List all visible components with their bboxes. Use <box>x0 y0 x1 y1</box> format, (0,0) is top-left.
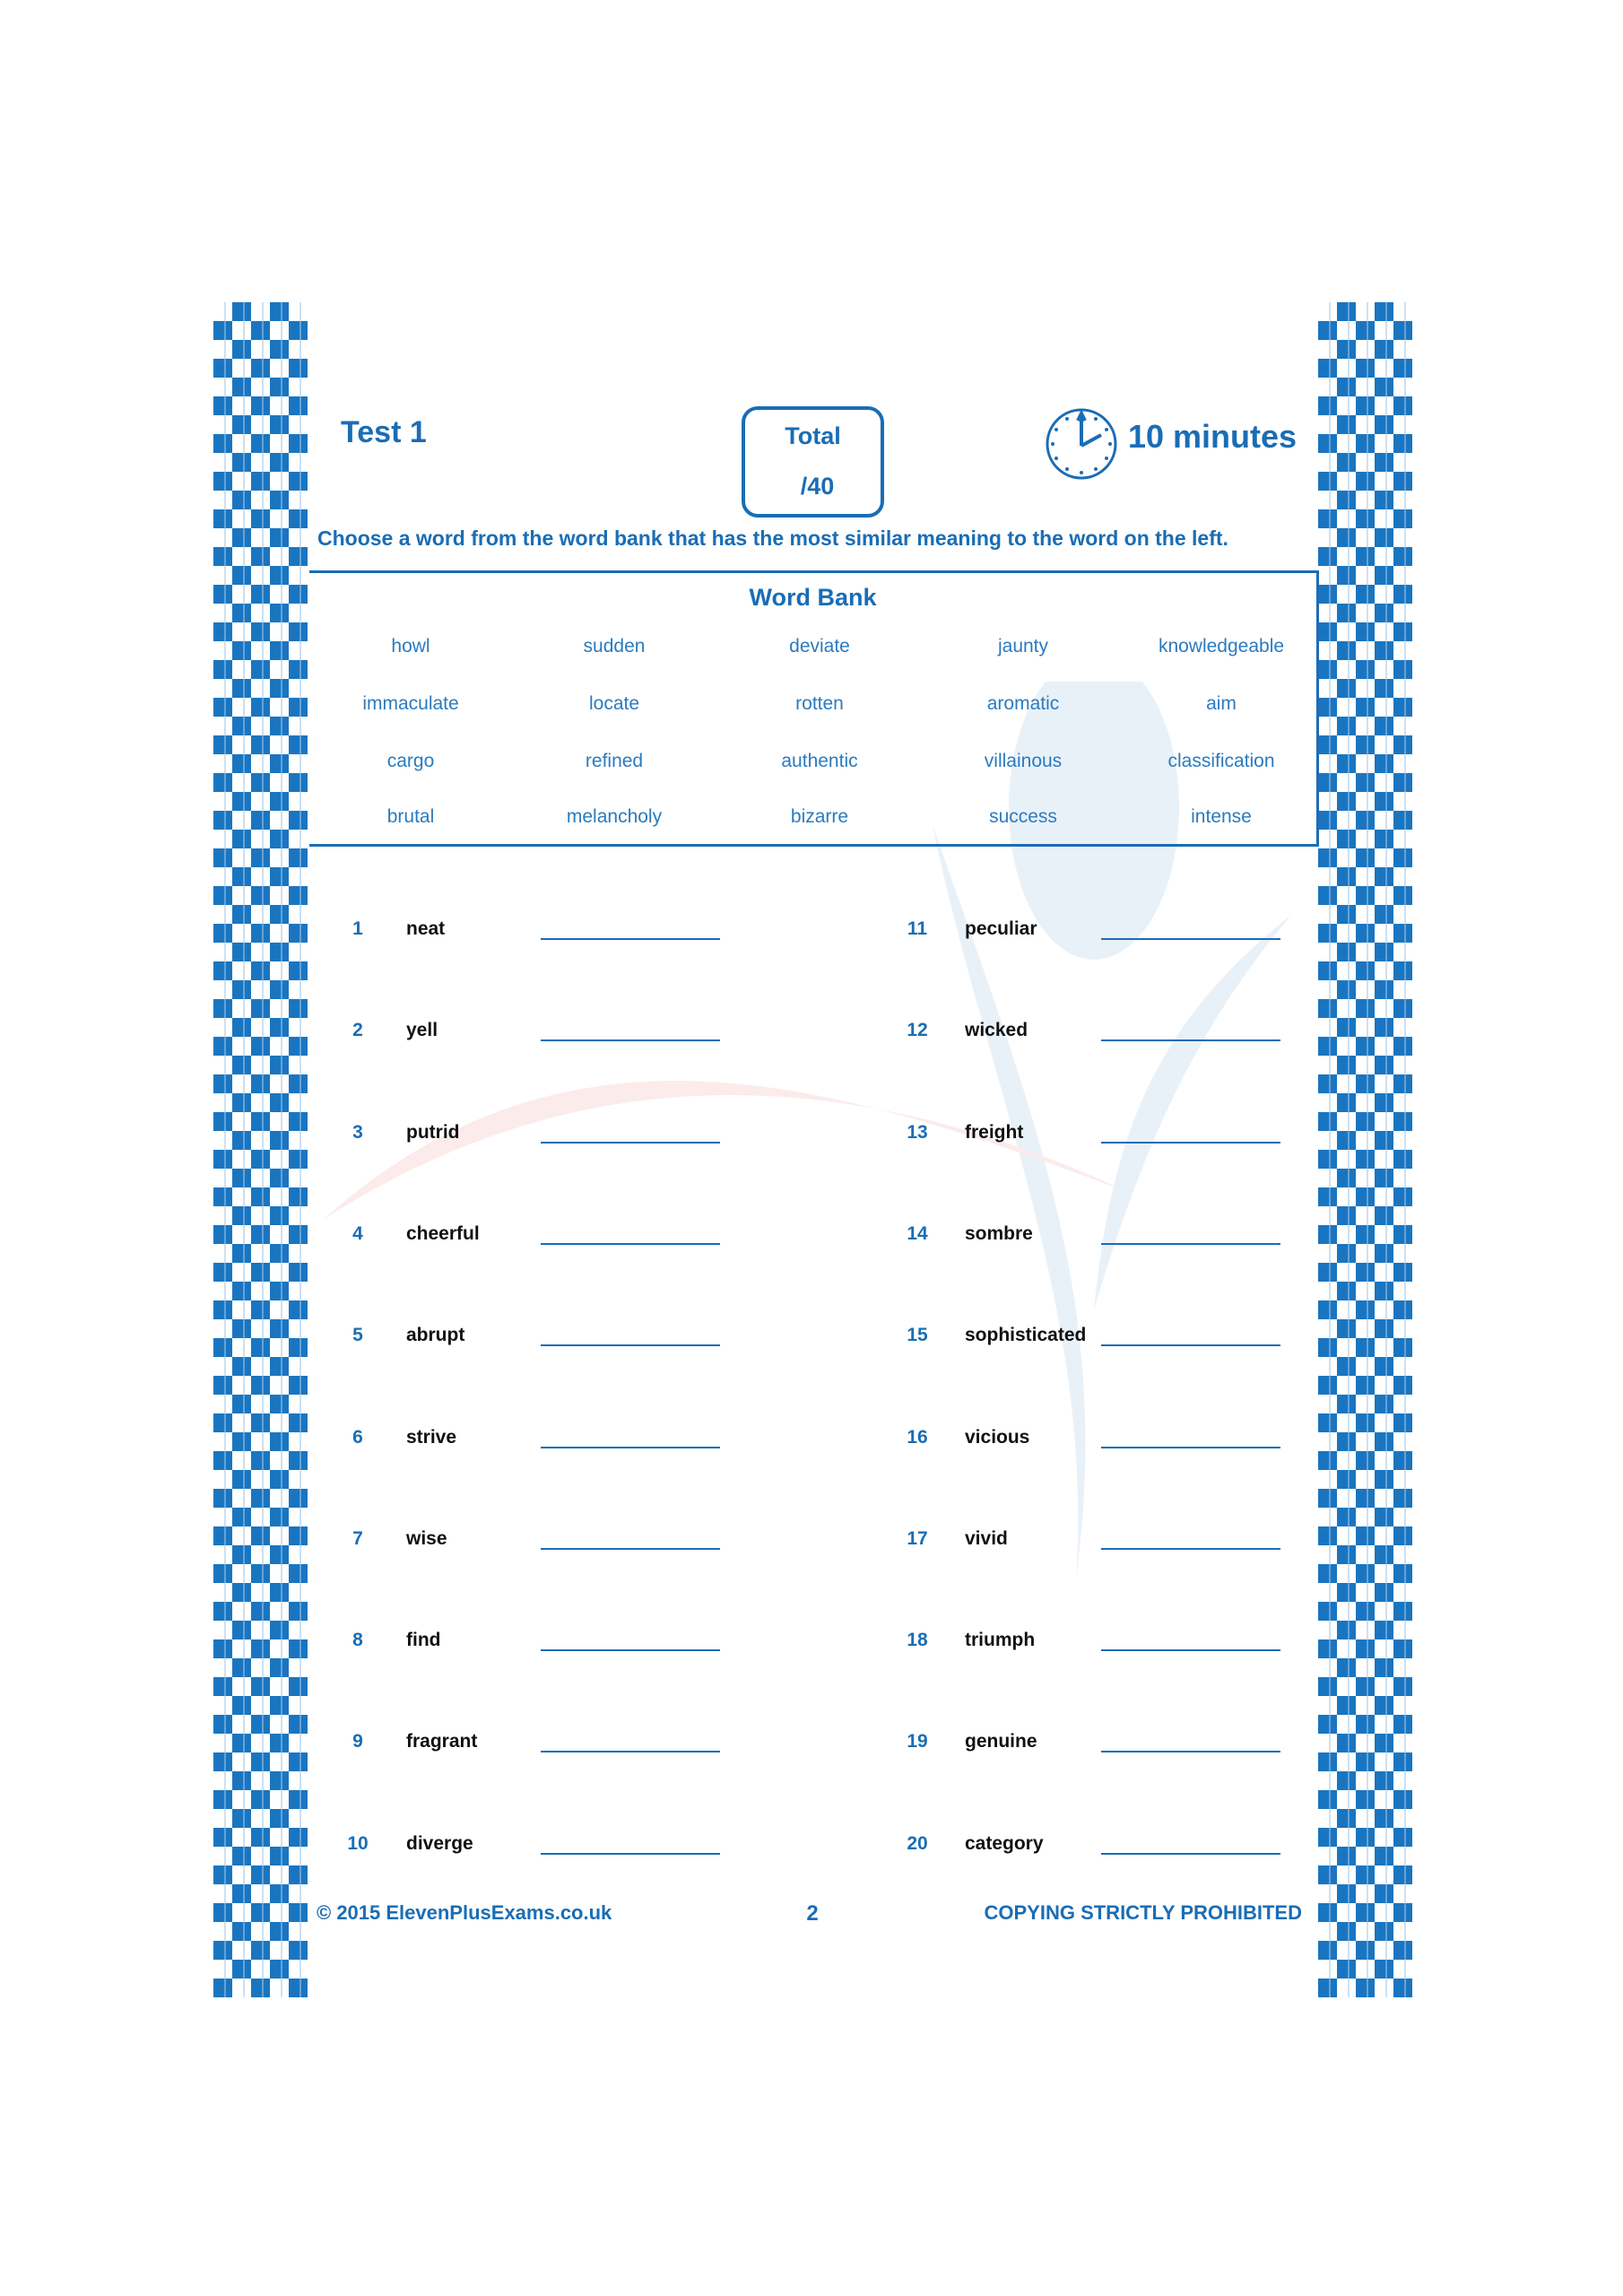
question-number: 3 <box>352 1121 363 1143</box>
time-limit: 10 minutes <box>1128 418 1298 455</box>
page-number: 2 <box>806 1901 819 1926</box>
question-number: 14 <box>907 1222 928 1244</box>
answer-line[interactable] <box>541 1649 720 1651</box>
test-title: Test 1 <box>341 415 427 449</box>
question-number: 16 <box>907 1426 928 1448</box>
answer-line[interactable] <box>1101 1447 1280 1448</box>
answer-line[interactable] <box>541 1243 720 1245</box>
answer-line[interactable] <box>1101 938 1280 940</box>
word-bank-word: authentic <box>781 751 858 771</box>
question-number: 19 <box>907 1731 928 1752</box>
question-number: 13 <box>907 1121 928 1143</box>
question-word: peculiar <box>965 918 1037 939</box>
total-label: Total <box>785 422 841 449</box>
word-bank-word: knowledgeable <box>1158 636 1285 657</box>
question-word: putrid <box>406 1121 460 1143</box>
question-word: freight <box>965 1121 1024 1143</box>
question-number: 9 <box>352 1731 363 1752</box>
question-number: 11 <box>907 918 928 939</box>
word-bank-word: jaunty <box>997 636 1049 657</box>
word-bank-word: brutal <box>386 806 435 827</box>
answer-line[interactable] <box>1101 1751 1280 1752</box>
question-number: 10 <box>347 1832 369 1854</box>
question-word: genuine <box>965 1731 1037 1752</box>
answer-line[interactable] <box>541 938 720 940</box>
answer-line[interactable] <box>1101 1649 1280 1651</box>
question-word: sophisticated <box>965 1325 1087 1346</box>
word-bank-word: intense <box>1191 806 1252 827</box>
word-bank-word: howl <box>391 636 430 657</box>
word-bank-word: classification <box>1167 751 1275 771</box>
question-word: abrupt <box>406 1325 465 1346</box>
word-bank <box>309 570 1319 847</box>
total-score: /40 <box>800 473 835 500</box>
right-checker-border <box>1318 302 1412 1997</box>
question-word: category <box>965 1832 1044 1854</box>
copy-notice: COPYING STRICTLY PROHIBITED <box>984 1901 1302 1924</box>
answer-line[interactable] <box>541 1039 720 1041</box>
word-bank-word: melancholy <box>566 806 663 827</box>
question-word: wise <box>406 1527 447 1549</box>
answer-line[interactable] <box>1101 1039 1280 1041</box>
answer-line[interactable] <box>541 1853 720 1855</box>
question-word: diverge <box>406 1832 473 1854</box>
answer-line[interactable] <box>541 1142 720 1144</box>
clock-icon <box>1044 406 1119 482</box>
answer-line[interactable] <box>1101 1243 1280 1245</box>
word-bank-word: refined <box>585 751 644 771</box>
question-number: 4 <box>352 1222 363 1244</box>
question-word: yell <box>406 1020 438 1041</box>
word-bank-word: deviate <box>789 636 850 657</box>
question-number: 6 <box>352 1426 363 1448</box>
answer-line[interactable] <box>541 1447 720 1448</box>
question-number: 20 <box>907 1832 928 1854</box>
word-bank-word: aromatic <box>986 693 1060 714</box>
question-number: 5 <box>352 1325 363 1346</box>
question-word: strive <box>406 1426 457 1448</box>
question-word: find <box>406 1630 441 1651</box>
question-word: triumph <box>965 1630 1036 1651</box>
question-number: 7 <box>352 1527 363 1549</box>
answer-line[interactable] <box>1101 1142 1280 1144</box>
question-number: 1 <box>352 918 363 939</box>
word-bank-word: immaculate <box>362 693 459 714</box>
question-word: fragrant <box>406 1731 478 1752</box>
word-bank-word: cargo <box>386 751 435 771</box>
question-word: vivid <box>965 1527 1008 1549</box>
word-bank-word: sudden <box>583 636 646 657</box>
word-bank-word: locate <box>588 693 640 714</box>
copyright: © 2015 ElevenPlusExams.co.uk <box>317 1901 612 1924</box>
answer-line[interactable] <box>541 1344 720 1346</box>
question-word: neat <box>406 918 446 939</box>
answer-line[interactable] <box>541 1751 720 1752</box>
word-bank-title: Word Bank <box>749 584 877 611</box>
question-number: 8 <box>352 1630 363 1651</box>
left-checker-border <box>213 302 308 1997</box>
question-word: wicked <box>965 1020 1028 1041</box>
question-number: 17 <box>907 1527 928 1549</box>
answer-line[interactable] <box>1101 1344 1280 1346</box>
answer-line[interactable] <box>1101 1853 1280 1855</box>
question-number: 2 <box>352 1020 363 1041</box>
word-bank-word: aim <box>1206 693 1237 714</box>
word-bank-word: villainous <box>984 751 1063 771</box>
instructions: Choose a word from the word bank that has the most similar meaning to the word on the left. <box>317 526 1228 550</box>
word-bank-word: success <box>989 806 1057 827</box>
question-number: 12 <box>907 1020 928 1041</box>
question-number: 15 <box>907 1325 928 1346</box>
question-word: cheerful <box>406 1222 480 1244</box>
question-word: vicious <box>965 1426 1030 1448</box>
question-word: sombre <box>965 1222 1033 1244</box>
question-number: 18 <box>907 1630 928 1651</box>
word-bank-word: rotten <box>795 693 844 714</box>
answer-line[interactable] <box>1101 1548 1280 1550</box>
answer-line[interactable] <box>541 1548 720 1550</box>
total-score-box <box>742 406 884 517</box>
word-bank-word: bizarre <box>790 806 849 827</box>
